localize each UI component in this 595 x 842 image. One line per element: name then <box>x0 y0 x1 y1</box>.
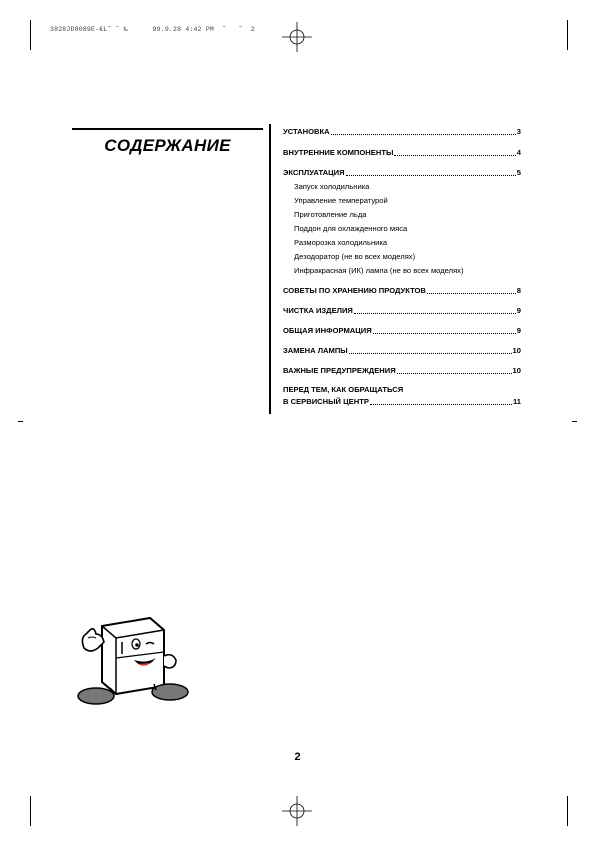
toc-entry[interactable] <box>283 169 521 177</box>
toc-subitem[interactable]: Поддон для охлажденного мяса <box>294 224 408 233</box>
toc-subitem[interactable]: Управление температурой <box>294 196 388 205</box>
toc-label: ОБЩАЯ ИНФОРМАЦИЯ <box>283 326 372 335</box>
registration-mark-icon <box>282 796 312 826</box>
crop-mark <box>572 421 577 422</box>
toc-page: 11 <box>512 397 521 406</box>
toc-label: ВНУТРЕННИЕ КОМПОНЕНТЫ <box>283 148 394 157</box>
toc-label: ЗАМЕНА ЛАМПЫ <box>283 346 348 355</box>
toc-entry[interactable] <box>283 367 521 375</box>
toc-entry[interactable] <box>283 327 521 335</box>
toc-page: 10 <box>512 346 521 355</box>
print-slug: 3828JD8089E-€L˜ ˜ ‰ 99.9.28 4:42 PM ˜ ˜ 2 <box>50 26 256 33</box>
toc-entry[interactable] <box>283 287 521 295</box>
toc-entry[interactable] <box>283 398 521 406</box>
registration-mark-icon <box>282 22 312 52</box>
toc-label: СОВЕТЫ ПО ХРАНЕНИЮ ПРОДУКТОВ <box>283 286 426 295</box>
title-rule <box>72 128 263 130</box>
crop-mark <box>567 796 568 826</box>
toc-leader <box>373 333 516 334</box>
fridge-mascot-illustration <box>72 608 192 708</box>
toc-leader <box>427 293 516 294</box>
toc-label: УСТАНОВКА <box>283 127 330 136</box>
toc-entry[interactable] <box>283 149 521 157</box>
toc-label: ЭКСПЛУАТАЦИЯ <box>283 168 345 177</box>
toc-entry[interactable] <box>283 307 521 315</box>
toc-page: 5 <box>516 168 521 177</box>
toc-entry[interactable] <box>283 128 521 136</box>
toc-divider <box>269 124 271 414</box>
page-title: СОДЕРЖАНИЕ <box>104 136 231 155</box>
toc-subitem[interactable]: Приготовление льда <box>294 210 367 219</box>
crop-mark <box>30 20 31 50</box>
crop-mark <box>567 20 568 50</box>
toc-leader <box>349 353 512 354</box>
crop-mark <box>18 421 23 422</box>
toc-page: 8 <box>516 286 521 295</box>
toc-subitem[interactable]: Дезодоратор (не во всех моделях) <box>294 252 416 261</box>
toc-subitem[interactable]: Инфракрасная (ИК) лампа (не во всех моделях) <box>294 266 464 275</box>
crop-mark <box>30 796 31 826</box>
toc-leader <box>346 175 516 176</box>
toc-label-line1: ПЕРЕД ТЕМ, КАК ОБРАЩАТЬСЯ <box>283 385 404 394</box>
toc-subitem[interactable]: Запуск холодильника <box>294 182 370 191</box>
toc-page: 9 <box>516 326 521 335</box>
toc-label: В СЕРВИСНЫЙ ЦЕНТР <box>283 397 369 406</box>
toc-label: ВАЖНЫЕ ПРЕДУПРЕЖДЕНИЯ <box>283 366 396 375</box>
toc-page: 4 <box>516 148 521 157</box>
toc-leader <box>370 404 512 405</box>
toc-page: 9 <box>516 306 521 315</box>
toc-leader <box>397 373 512 374</box>
toc-page: 3 <box>516 127 521 136</box>
toc-entry[interactable] <box>283 347 521 355</box>
toc-leader <box>331 134 516 135</box>
page-number: 2 <box>294 751 301 763</box>
toc-label: ЧИСТКА ИЗДЕЛИЯ <box>283 306 353 315</box>
toc-leader <box>354 313 516 314</box>
toc-leader <box>394 155 515 156</box>
toc-page: 10 <box>512 366 521 375</box>
toc-subitem[interactable]: Разморозка холодильника <box>294 238 388 247</box>
